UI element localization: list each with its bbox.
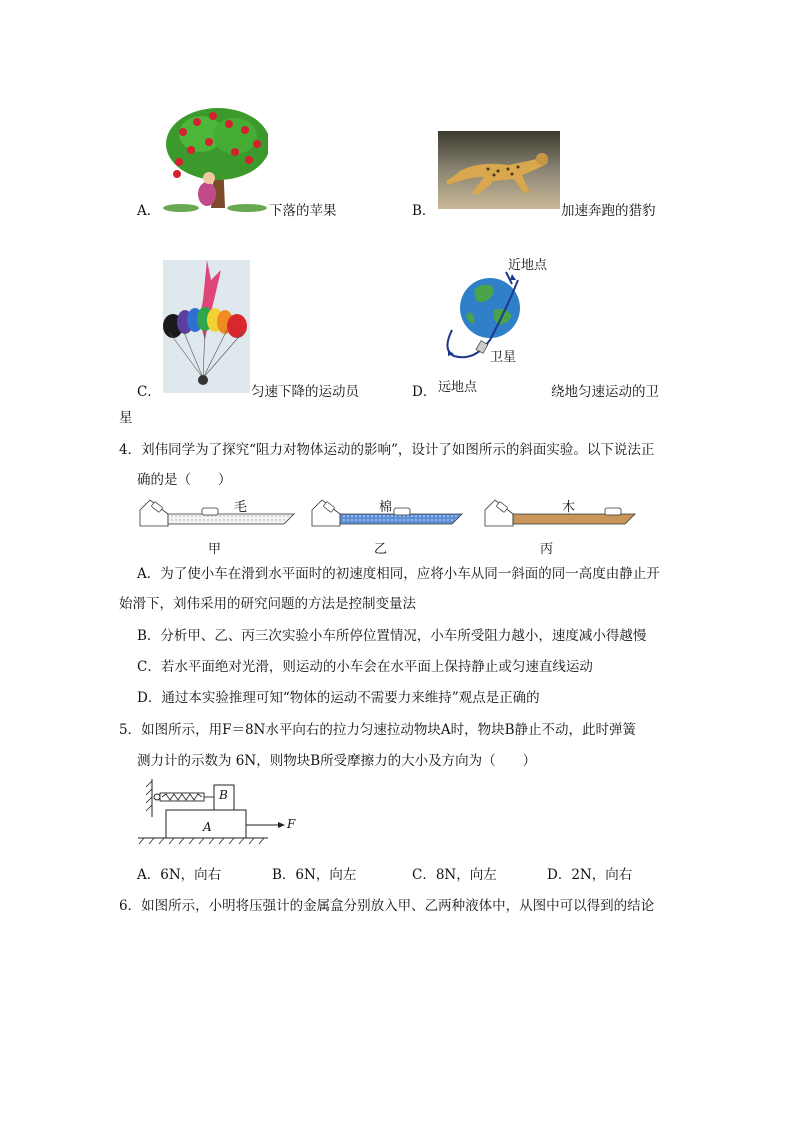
q5-option-d[interactable]: D．2N，向右 <box>547 867 633 883</box>
q4-option-d[interactable]: D．通过本实验推理可知“物体的运动不需要力来维持”观点是正确的 <box>137 690 540 706</box>
q4-option-b[interactable]: B．分析甲、乙、丙三次实验小车所停位置情况，小车所受阻力越小，速度减小得越慢 <box>137 628 647 644</box>
q3-option-b-caption: 加速奔跑的猎豹 <box>561 203 656 219</box>
material-wood-label: 木 <box>562 500 576 515</box>
q3-option-a-caption: 下落的苹果 <box>269 203 337 219</box>
q4-option-a-line2: 始滑下，刘伟采用的研究问题的方法是控制变量法 <box>119 596 416 612</box>
q5-option-a[interactable]: A．6N，向右 <box>137 867 222 883</box>
material-cotton-label: 棉 <box>379 500 393 515</box>
incline-fur <box>140 500 294 526</box>
force-f-label: F <box>287 817 296 831</box>
parachutist-image <box>163 260 250 393</box>
q5-stem-line1: 5．如图所示，用F＝8N水平向右的拉力匀速拉动物块A时，物块B静止不动，此时弹簧 <box>119 722 637 738</box>
incline-wood <box>485 500 635 526</box>
q3-option-c-caption: 匀速下降的运动员 <box>251 384 359 400</box>
q3-option-b-letter[interactable]: B． <box>412 203 436 219</box>
q4-option-a-line1[interactable]: A．为了使小车在滑到水平面时的初速度相同，应将小车从同一斜面的同一高度由静止开 <box>137 566 660 582</box>
q3-option-d-caption: 绕地匀速运动的卫 <box>551 384 659 400</box>
q3-option-c-letter[interactable]: C． <box>137 384 161 400</box>
apple-tree-image <box>163 104 268 212</box>
experiment-bing-label: 丙 <box>540 542 554 557</box>
experiment-jia-label: 甲 <box>208 542 222 557</box>
q3-option-a-letter[interactable]: A． <box>137 203 161 219</box>
q5-option-b[interactable]: B．6N，向左 <box>272 867 357 883</box>
q5-stem-line2: 测力计的示数为 6N，则物块B所受摩擦力的大小及方向为（ ） <box>137 753 537 769</box>
q4-stem-line2: 确的是（ ） <box>137 472 232 488</box>
block-b-label: B <box>219 788 228 802</box>
experiment-yi-label: 乙 <box>374 542 388 557</box>
q3-option-d-letter[interactable]: D． <box>412 384 437 400</box>
material-fur-label: 毛 <box>234 500 248 515</box>
q3-option-d-caption-wrap: 星 <box>119 410 133 426</box>
apogee-label: 远地点 <box>438 380 478 395</box>
block-a-label: A <box>203 820 212 834</box>
cheetah-image <box>438 131 560 209</box>
q4-stem-line1: 4．刘伟同学为了探究“阻力对物体运动的影响”，设计了如图所示的斜面实验。以下说法正 <box>119 442 655 458</box>
q6-stem-line1: 6．如图所示，小明将压强计的金属盒分别放入甲、乙两种液体中，从图中可以得到的结论 <box>119 898 655 914</box>
perigee-label: 近地点 <box>508 258 548 273</box>
q5-option-c[interactable]: C．8N，向左 <box>412 867 497 883</box>
satellite-label: 卫星 <box>490 350 517 365</box>
q4-option-c[interactable]: C．若水平面绝对光滑，则运动的小车会在水平面上保持静止或匀速直线运动 <box>137 659 593 675</box>
